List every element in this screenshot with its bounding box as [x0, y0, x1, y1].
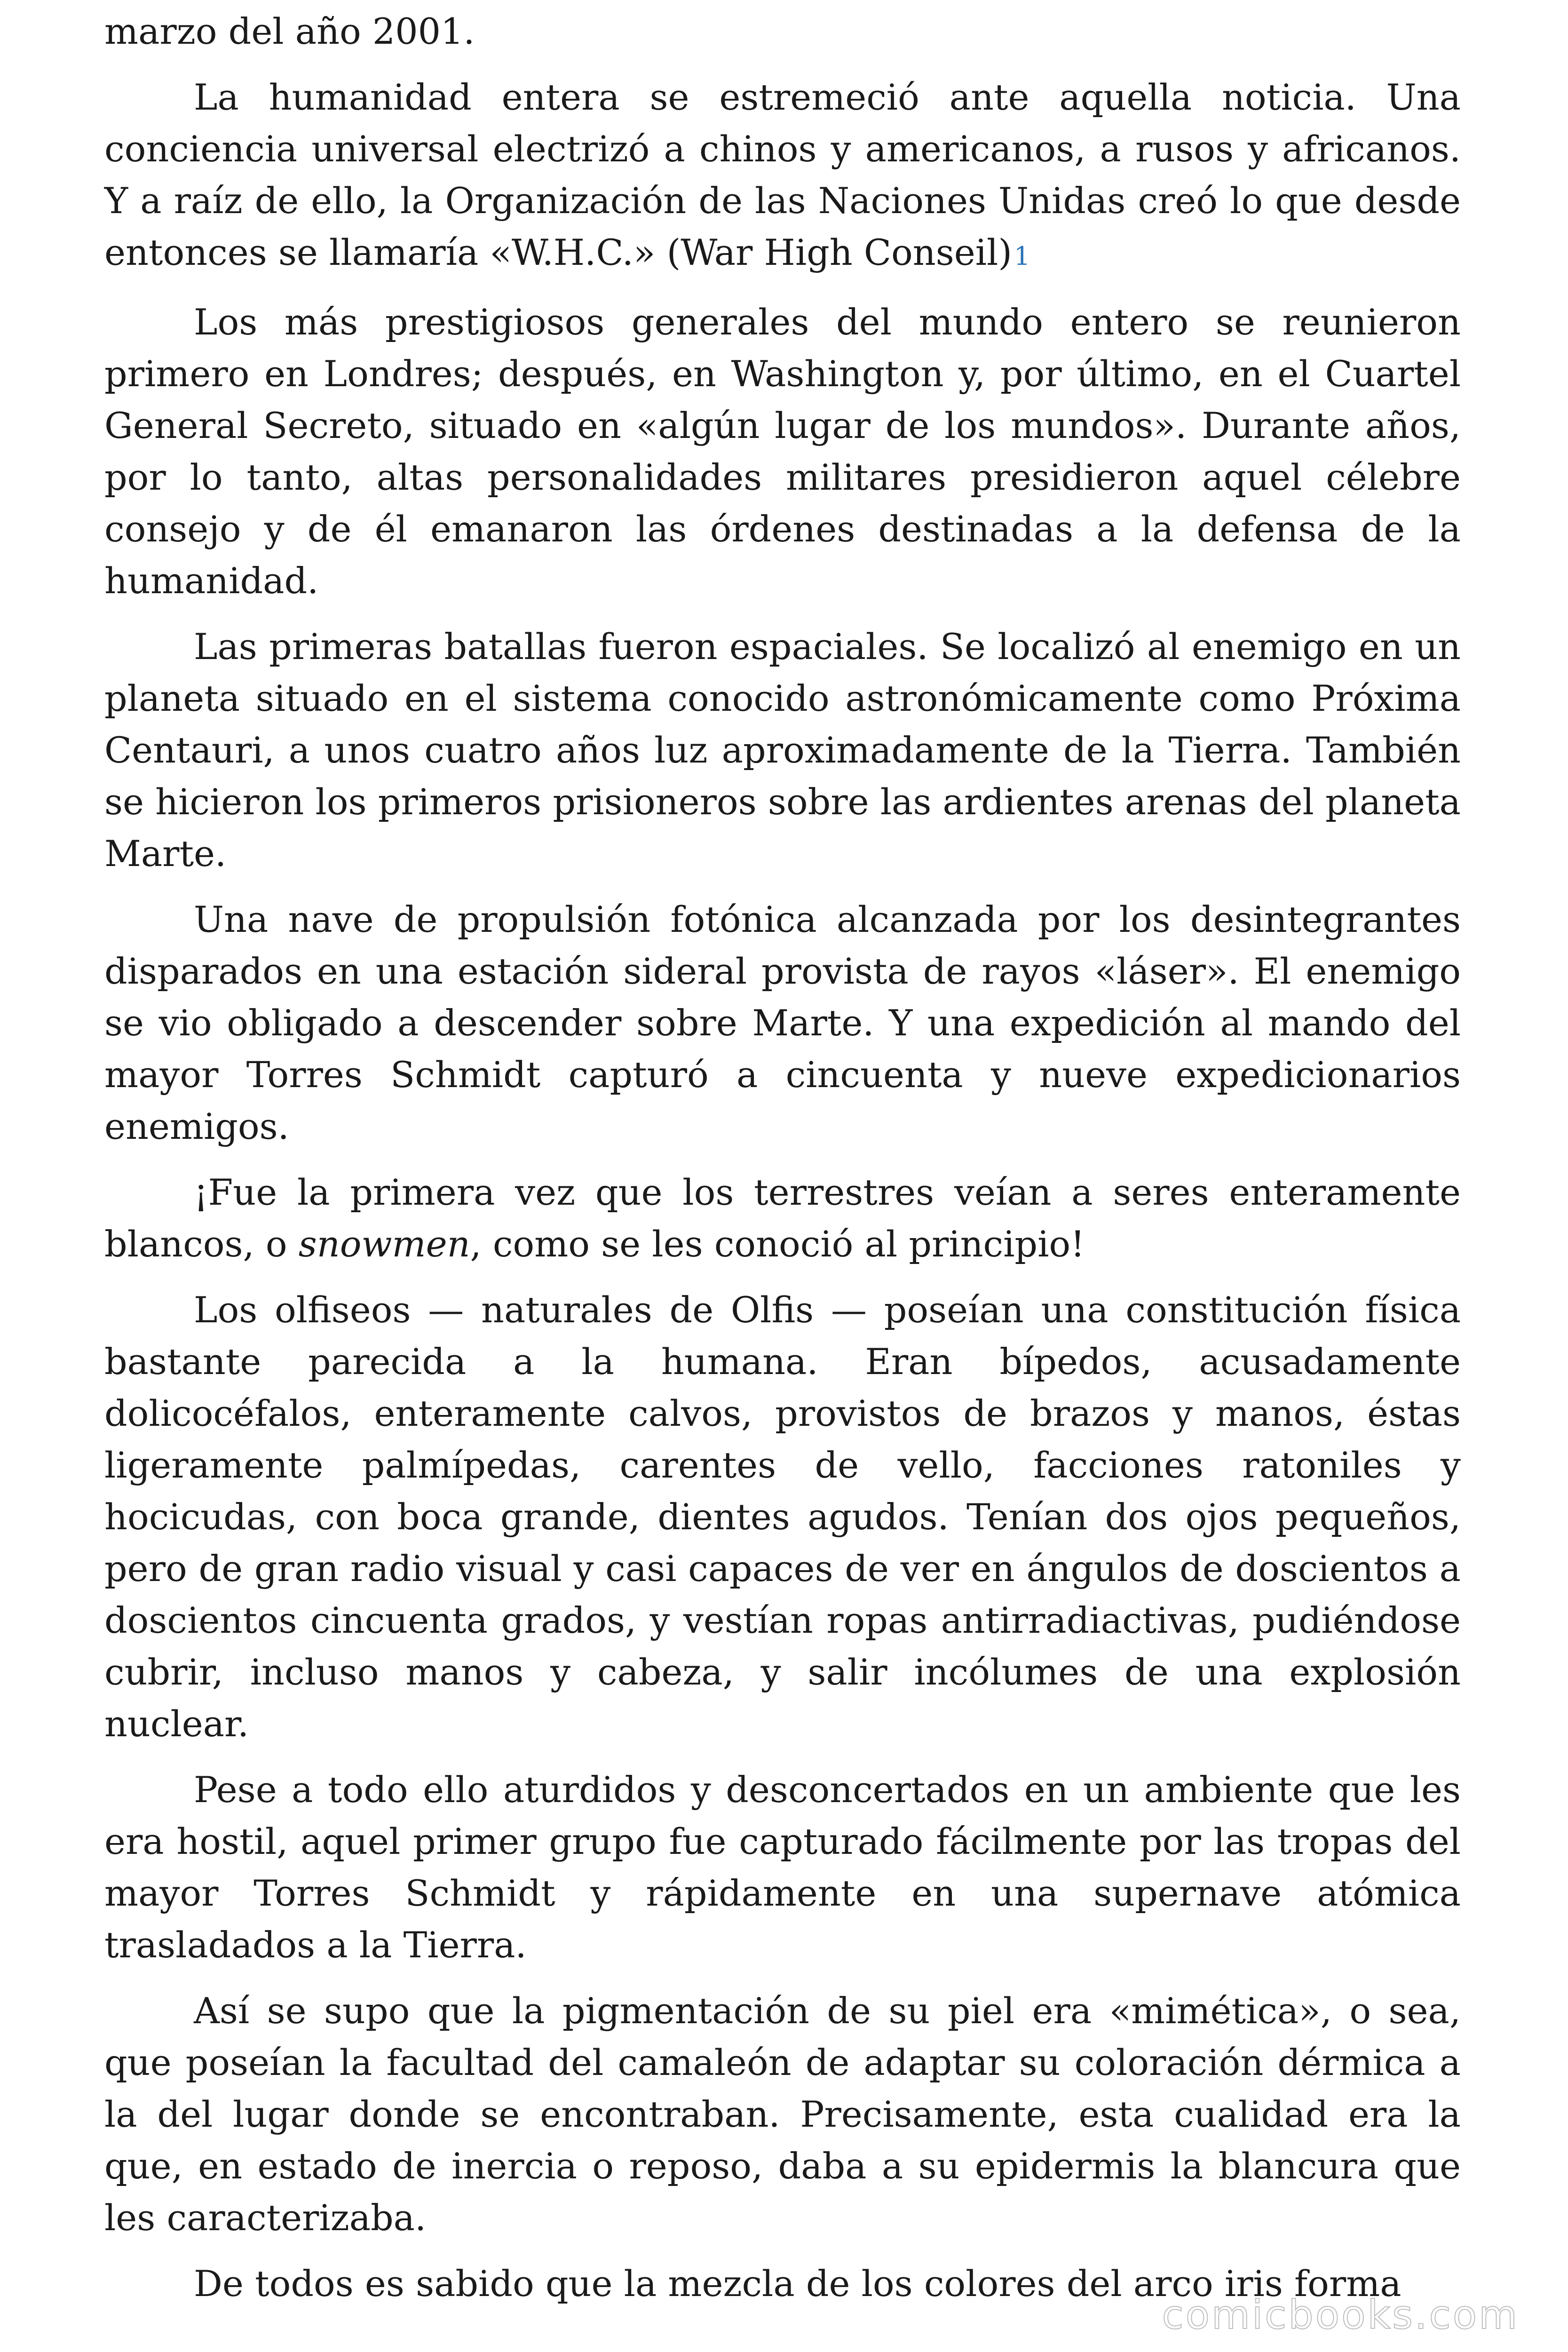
snowmen-text-before: ¡Fue la primera vez que los terrestres veían a seres enteramente blancos, o	[104, 1171, 1461, 1265]
paragraph-snowmen	[104, 1167, 1461, 1270]
snowmen-italic: snowmen	[298, 1223, 470, 1265]
paragraph-mimetic: Así se supo que la pigmentación de su piel era «mimética», o sea, que poseían la facultad del camaleón de adaptar su coloración dérmica a la del lugar donde se encontraban. Precisamente, esta cualidad era la que, en estado de inercia o reposo, daba a su epidermis la blancura que les caracterizaba.	[104, 1990, 1461, 2239]
paragraph-whc	[104, 72, 1461, 282]
paragraph-olfiseos: Los olfiseos — naturales de Olfis — poseían una constitución física bastante parecida a la humana. Eran bípedos, acusadamente dolicocéfalos, enteramente calvos, provistos de brazos y manos, éstas ligeramente palmípedas, carentes de vello, facciones ratoniles y hocicudas, con boca grande, dientes agudos. Tenían dos ojos pequeños, pero de gran radio visual y casi capaces de ver en ángulos de doscientos a doscientos cincuenta grados, y vestían ropas antirradiactivas, pudiéndose cubrir, incluso manos y cabeza, y salir incólumes de una explosión nuclear.	[104, 1289, 1461, 1745]
paragraph-whc-text: La humanidad entera se estremeció ante aquella noticia. Una conciencia universal electrizó a chinos y americanos, a rusos y africanos. Y a raíz de ello, la Organización de las Naciones Unidas creó lo que desde entonces se llamaría «W.H.C.» (War High Conseil)	[104, 76, 1461, 273]
paragraph-ship: Una nave de propulsión fotónica alcanzada por los desintegrantes disparados en una estación sideral provista de rayos «láser». El enemigo se vio obligado a descender sobre Marte. Y una expedición al mando del mayor Torres Schmidt capturó a cincuenta y nueve expedicionarios enemigos.	[104, 898, 1461, 1147]
paragraph-rainbow: De todos es sabido que la mezcla de los colores del arco iris forma	[194, 2263, 1402, 2304]
paragraph-continuation: marzo del año 2001.	[104, 10, 475, 52]
page-body-text	[104, 6, 1461, 2324]
snowmen-text-after: , como se les conoció al principio!	[470, 1223, 1085, 1265]
paragraph-captured: Pese a todo ello aturdidos y desconcertados en un ambiente que les era hostil, aquel primer grupo fue capturado fácilmente por las tropas del mayor Torres Schmidt y rápidamente en una supernave atómica trasladados a la Tierra.	[104, 1769, 1461, 1966]
footnote-link[interactable]: 1	[1014, 241, 1030, 271]
paragraph-generals: Los más prestigiosos generales del mundo entero se reunieron primero en Londres; después, en Washington y, por último, en el Cuartel General Secreto, situado en «algún lugar de los mundos». Durante años, por lo tanto, altas personalidades militares presidieron aquel célebre consejo y de él emanaron las órdenes destinadas a la defensa de la humanidad.	[104, 301, 1461, 602]
watermark: comicbooks.com	[1162, 2292, 1519, 2338]
paragraph-battles: Las primeras batallas fueron espaciales. Se localizó al enemigo en un planeta situado en el sistema conocido astronómicamente como Próxima Centauri, a unos cuatro años luz aproximadamente de la Tierra. También se hicieron los primeros prisioneros sobre las ardientes arenas del planeta Marte.	[104, 626, 1461, 874]
